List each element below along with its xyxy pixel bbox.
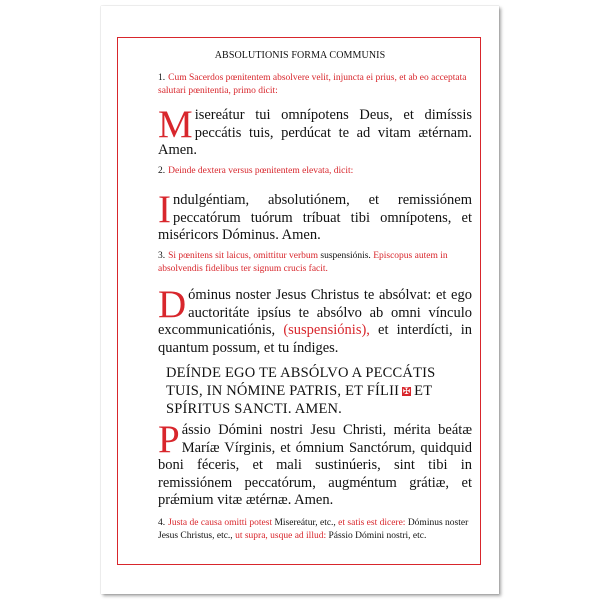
prayer-text: ássio Dómini nostri Jesu Christi, mérita beátæ Maríæ Vírginis, et ómnium Sanctórum, quidquid boni féceris, et mali sustinúeris, sint tibi in remissiónem peccatórum, augméntum grátiæ, et prǽmium vitæ ætérnæ. Amen. <box>158 422 472 508</box>
rubric-keyword: Pássio Dómini nostri, etc. <box>328 531 427 541</box>
rubric-number: 1. <box>158 73 166 83</box>
bracketed-word: (suspensiónis), <box>283 322 370 338</box>
rubric-2 <box>158 165 472 178</box>
rubric-3 <box>158 250 472 276</box>
prayer-text: óminus noster Jesus Christus te absólvat: et ego auctoritáte ipsíus te absólvo ab omni vínculo excommunicatiónis, <box>158 287 472 338</box>
prayer-card <box>101 6 499 594</box>
rubric-keyword: Misereátur, etc., <box>274 518 336 528</box>
prayer-dominus <box>158 283 472 357</box>
drop-cap: I <box>158 188 171 231</box>
cross-icon: ✠ <box>402 386 411 396</box>
rubric-text: Episcopus autem in absolvendis fidelibus ter signum crucis facit. <box>158 251 448 274</box>
page-title: ABSOLUTIONIS FORMA COMMUNIS <box>214 50 386 61</box>
absolution-formula <box>166 364 466 418</box>
prayer-misereatur <box>158 103 472 160</box>
formula-text: DEÍNDE EGO TE ABSÓLVO A PECCÁTIS TUIS, IN NÓMINE PATRIS, ET FÍLII <box>166 365 436 399</box>
rubric-text: et satis est dicere: <box>338 518 406 528</box>
drop-cap: M <box>158 103 193 146</box>
rubric-text: Deinde dextera versus pœnitentem elevata, dicit: <box>168 166 354 176</box>
prayer-text: ndulgéntiam, absolutiónem, et remissiónem peccatórum tuórum tríbuat tibi omnípotens, et miséricors Dóminus. Amen. <box>158 192 472 243</box>
rubric-number: 4. <box>158 518 166 528</box>
rubric-1 <box>158 72 472 98</box>
rubric-text: Cum Sacerdos pœnitentem absolvere velit, injuncta ei prius, et ab eo acceptata salutari pœnitentia, primo dicit: <box>158 73 467 96</box>
rubric-keyword: Dóminus noster Jesus Christus, etc., <box>158 518 469 541</box>
formula-text: ET SPÍRITUS SANCTI. AMEN. <box>166 383 433 417</box>
rubric-4 <box>158 517 472 543</box>
drop-cap: P <box>158 418 180 461</box>
prayer-text: et interdícti, in quantum possum, et tu índiges. <box>158 322 472 356</box>
rubric-text: Si pœnitens sit laicus, omittitur verbum <box>168 251 319 261</box>
prayer-passio <box>158 418 472 510</box>
rubric-number: 2. <box>158 166 166 176</box>
rubric-text: Justa de causa omitti potest <box>168 518 273 528</box>
prayer-indulgentiam <box>158 188 472 245</box>
rubric-keyword: suspensiónis. <box>320 251 371 261</box>
prayer-text: isereátur tui omnípotens Deus, et dimíssis peccátis tuis, perdúcat te ad vitam ætérnam. Amen. <box>158 107 472 158</box>
drop-cap: D <box>158 283 187 326</box>
rubric-number: 3. <box>158 251 166 261</box>
rubric-text: ut supra, usque ad illud: <box>235 531 327 541</box>
